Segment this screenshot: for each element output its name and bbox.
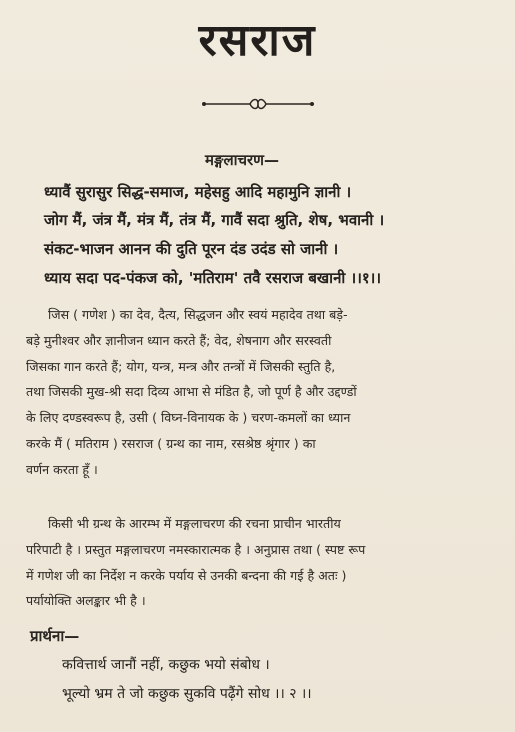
commentary-line: में गणेश जी का निर्देश न करके पर्याय से उनकी बन्दना की गई है अतः ) — [26, 567, 347, 583]
commentary-line: जिसका गान करते हैं; योग, यन्त्र, मन्त्र और तन्त्रों में जिसकी स्तुति है, — [26, 358, 336, 374]
verse1-line: ध्यावैं सुरासुर सिद्ध-समाज, महेसहु आदि महामुनि ज्ञानी । — [44, 183, 352, 201]
verse1-line: जोग मैं, जंत्र मैं, मंत्र मैं, तंत्र मैं, गावैं सदा श्रुति, शेष, भवानी । — [44, 211, 385, 229]
commentary-line: जिस ( गणेश ) का देव, दैत्य, सिद्धजन और स्वयं महादेव तथा बड़े- — [48, 307, 348, 322]
mangalacharan-heading: मङ्गलाचरण— — [205, 151, 280, 169]
commentary-line: करके मैं ( मतिराम ) रसराज ( ग्रन्थ का नाम, रसश्रेष्ठ श्रृंगार ) का — [26, 435, 316, 451]
commentary-line: के लिए दण्डस्वरूप है, उसी ( विघ्न-विनायक के ) चरण-कमलों का ध्यान — [26, 410, 351, 426]
verse1-line: ध्याय सदा पद-पंकज को, 'मतिराम' तवै रसराज बखानी ।।१।। — [44, 269, 382, 287]
page-title: रसराज — [198, 15, 317, 66]
commentary-paragraph-2 — [26, 511, 496, 614]
commentary-line: बड़े मुनीश्वर और ज्ञानीजन ध्यान करते हैं; वेद, शेषनाग और सरस्वती — [26, 332, 332, 348]
commentary-line: तथा जिसकी मुख-श्री सदा दिव्य आभा से मंडित है, जो पूर्ण है और उद्दण्डों — [26, 384, 357, 400]
commentary-line: वर्णन करता हूँ । — [26, 461, 98, 477]
commentary-line: परिपाटी है । प्रस्तुत मङ्गलाचरण नमस्कारात्मक है । अनुप्रास तथा ( स्पष्ट रूप — [26, 541, 366, 557]
ornament-divider — [200, 97, 316, 111]
commentary-line: पर्यायोक्ति अलङ्कार भी है । — [26, 593, 146, 609]
verse1-line: संकट-भाजन आनन की दुति पूरन दंड उदंड सो जानी । — [44, 240, 339, 258]
commentary-line: किसी भी ग्रन्थ के आरम्भ में मङ्गलाचरण की रचना प्राचीन भारतीय — [48, 516, 341, 531]
commentary-paragraph-1 — [26, 302, 496, 483]
verse2-line: भूल्यो भ्रम ते जो कछुक सुकवि पढ़ैंगे सोध ।। २ ।। — [62, 686, 312, 702]
verse2-line: कवित्तार्थ जानौं नहीं, कछुक भयो संबोध । — [62, 657, 270, 673]
prarthana-heading: प्रार्थना— — [30, 627, 80, 645]
